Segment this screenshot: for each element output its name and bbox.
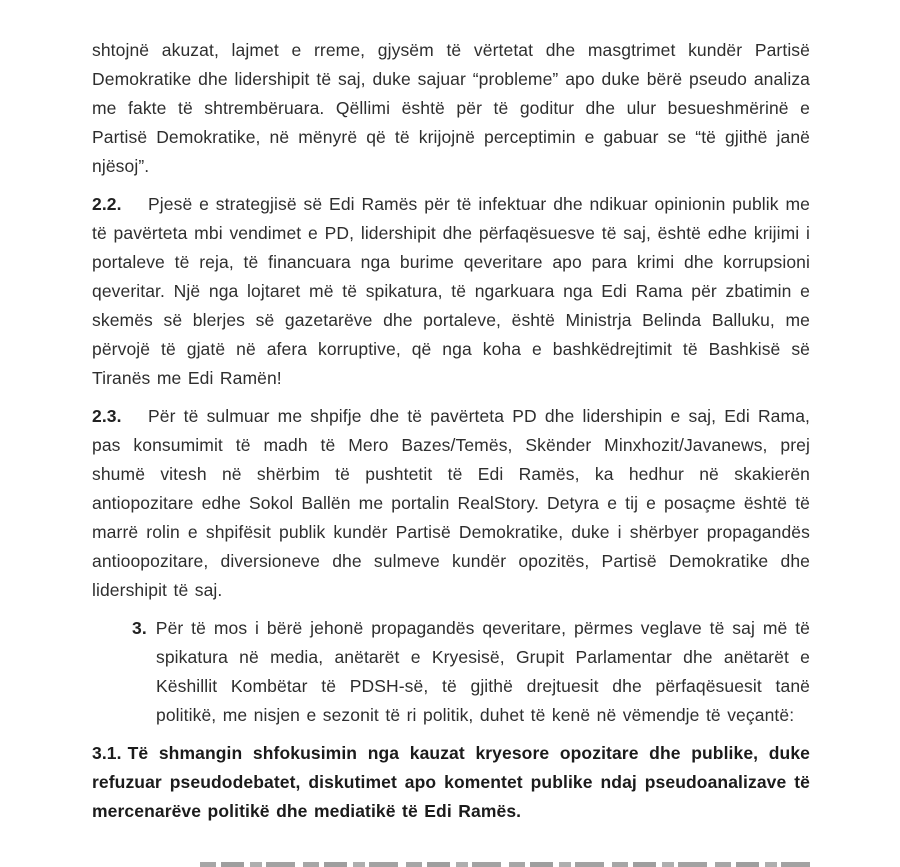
paragraph-2-3: [92, 402, 810, 605]
paragraph-2-3-text: Për të sulmuar me shpifje dhe të pavërteta PD dhe lidershipin e saj, Edi Rama, pas konsumimit të madh të Mero Bazes/Temës, Skënder Minxhozit/Javanews, prej shumë vitesh në shërbim të pushtetit të Edi Ramës, ka hedhur në skakierën antiopozitare edhe Sokol Ballën me portalin RealStory. Detyra e tij e posaçme është të marrë rolin e shpifësit publik kundër Partisë Demokratike, duke i shërbyer propagandës antioopozitare, diversioneve dhe sulmeve kundër opozitës, Partisë Demokratike dhe lidershipit të saj.: [92, 406, 810, 600]
paragraph-intro-continuation: shtojnë akuzat, lajmet e rreme, gjysëm të vërtetat dhe masgtrimet kundër Partisë Demokratike dhe lidershipit të saj, duke sajuar “probleme” apo duke bërë pseudo analiza me fakte të shtrembëruara. Qëllimi është për të goditur dhe ulur besueshmërinë e Partisë Demokratike, në mënyrë që të krijojnë perceptimin e gabuar se “të gjithë janë njësoj”.: [92, 40, 810, 176]
paragraph-2-2: [92, 190, 810, 393]
paragraph-3-1-text: Të shmangin shfokusimin nga kauzat kryesore opozitare dhe publike, duke refuzuar pseudodebatet, diskutimet apo komentet publike ndaj pseudoanalizave të mercenarëve politikë dhe mediatikë të Edi Ramës.: [92, 743, 810, 821]
section-number-2-2: 2.2.: [92, 194, 122, 214]
list-item-3-text: Për të mos i bërë jehonë propagandës qeveritare, përmes veglave të saj më të spikatura në media, anëtarët e Kryesisë, Grupit Parlamentar dhe anëtarët e Këshillit Kombëtar të PDSH-së, të gjithë drejtuesit dhe përfaqësuesit tanë politikë, me nisjen e sezonit të ri politik, duhet të kenë në vëmendje të veçantë:: [155, 618, 810, 725]
cut-off-text-line: [200, 862, 812, 867]
paragraph-2-2-text: Pjesë e strategjisë së Edi Ramës për të infektuar dhe ndikuar opinionin publik me të pavërteta mbi vendimet e PD, lidershipit dhe përfaqësuesve të saj, është edhe krijimi i portaleve të reja, të financuara nga burime qeveritare apo para krimi dhe korrupsioni qeveritar. Një nga lojtaret më të spikatura, të ngarkuara nga Edi Rama për zbatimin e skemës së blerjes së gazetarëve dhe portaleve, është Ministrja Belinda Balluku, me përvojë të gjatë në afera korruptive, që nga koha e bashkëdrejtimit të Bashkisë së Tiranës me Edi Ramën!: [92, 194, 810, 388]
list-item-3: [92, 614, 810, 730]
list-number-3: 3.: [132, 618, 147, 638]
section-number-3-1: 3.1.: [92, 743, 122, 763]
section-number-2-3: 2.3.: [92, 406, 122, 426]
paragraph-3-1: [92, 739, 810, 826]
